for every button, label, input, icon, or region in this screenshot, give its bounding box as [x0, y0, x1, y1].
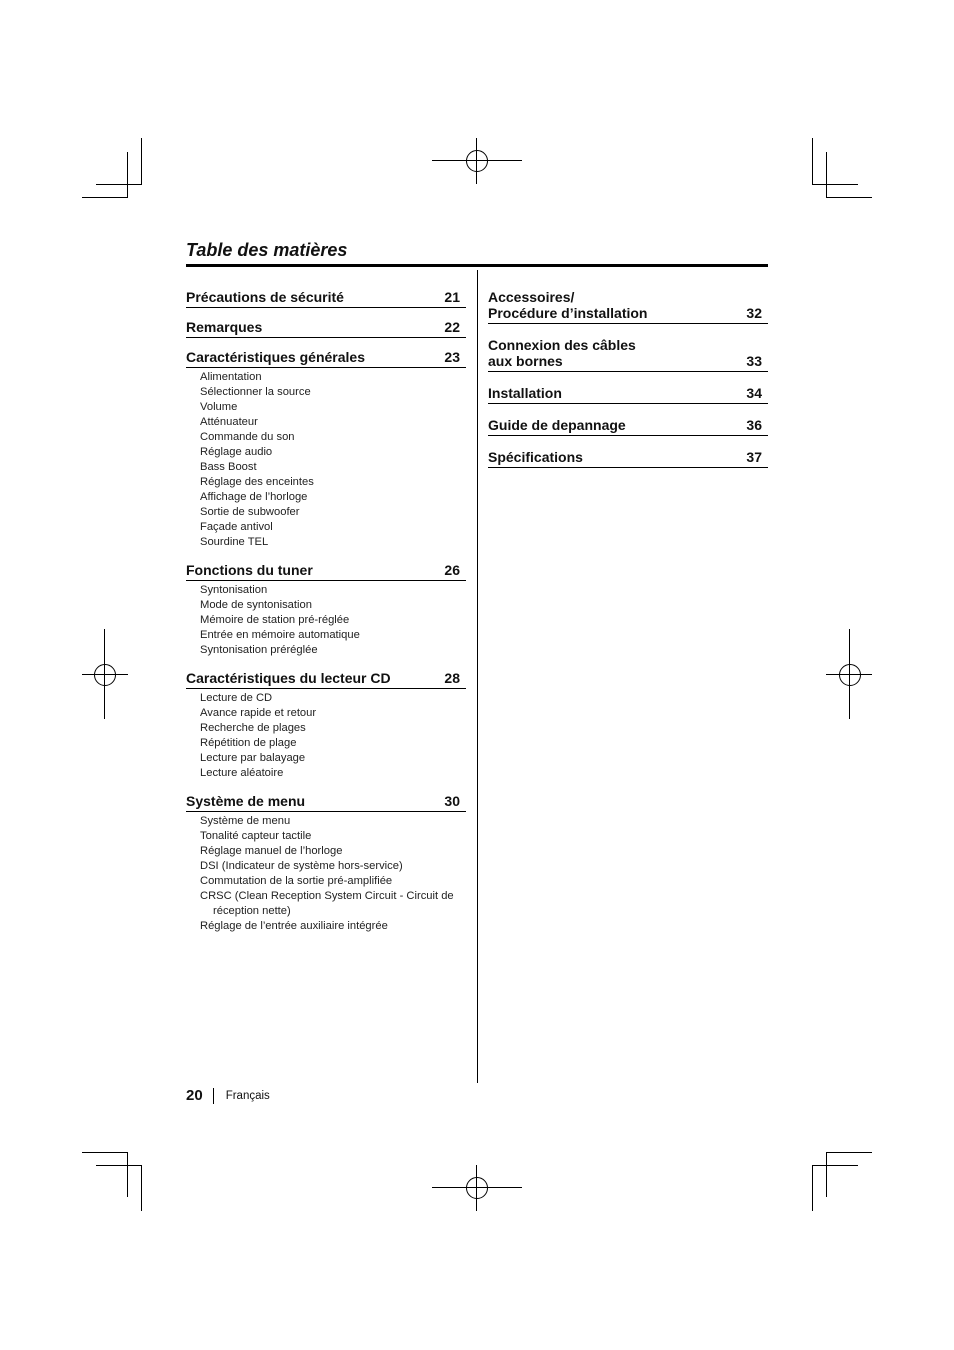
section-page: 21 [444, 289, 460, 305]
subtopic-list [186, 368, 466, 550]
toc-heading[interactable] [186, 347, 466, 368]
section-title: Spécifications [488, 449, 583, 465]
subtopic-item[interactable]: Sourdine TEL [200, 536, 269, 548]
section-title: Caractéristiques générales [186, 349, 365, 365]
toc-section [186, 668, 466, 781]
subtopic-item[interactable]: Tonalité capteur tactile [200, 830, 312, 842]
subtopic-item[interactable]: Syntonisation [200, 584, 268, 596]
language-label: Français [225, 1089, 270, 1102]
subtopic-list [186, 812, 466, 934]
toc-heading[interactable] [488, 415, 768, 436]
section-page: 37 [746, 449, 762, 465]
toc-section [186, 791, 466, 934]
toc-section [186, 317, 466, 338]
toc-right-column [488, 287, 768, 479]
toc-section [186, 287, 466, 308]
toc-section [488, 335, 768, 372]
section-title: Connexion des câbles aux bornes [488, 337, 636, 369]
toc-section [186, 560, 466, 658]
section-page: 33 [746, 353, 762, 369]
toc-section [488, 383, 768, 404]
section-page: 30 [444, 793, 460, 809]
toc-heading[interactable] [186, 560, 466, 581]
toc-section [186, 347, 466, 550]
subtopic-item[interactable]: Atténuateur [200, 416, 258, 428]
subtopic-item[interactable]: DSI (Indicateur de système hors-service) [200, 860, 403, 872]
toc-heading[interactable] [488, 383, 768, 404]
section-title: Guide de depannage [488, 417, 626, 433]
subtopic-item[interactable]: Réglage des enceintes [200, 476, 314, 488]
subtopic-item[interactable]: Entrée en mémoire automatique [200, 629, 360, 641]
toc-heading[interactable] [186, 668, 466, 689]
section-title: Installation [488, 385, 562, 401]
section-title: Précautions de sécurité [186, 289, 344, 305]
subtopic-item[interactable]: Mode de syntonisation [200, 599, 312, 611]
toc-heading[interactable] [186, 317, 466, 338]
subtopic-item[interactable]: Affichage de l’horloge [200, 491, 308, 503]
section-page: 36 [746, 417, 762, 433]
page-title: Table des matières [186, 240, 348, 260]
subtopic-item[interactable]: Alimentation [200, 371, 262, 383]
subtopic-item[interactable]: Mémoire de station pré-réglée [200, 614, 350, 626]
subtopic-item[interactable]: Volume [200, 401, 238, 413]
toc-heading[interactable] [488, 287, 768, 324]
subtopic-item[interactable]: Commutation de la sortie pré-amplifiée [200, 875, 393, 887]
section-title: Caractéristiques du lecteur CD [186, 670, 391, 686]
subtopic-item[interactable]: Recherche de plages [200, 722, 306, 734]
toc-section [488, 415, 768, 436]
subtopic-item[interactable]: Réglage manuel de l’horloge [200, 845, 343, 857]
subtopic-item[interactable]: Système de menu [200, 815, 291, 827]
subtopic-item[interactable]: Réglage audio [200, 446, 273, 458]
toc-heading[interactable] [186, 791, 466, 812]
section-page: 26 [444, 562, 460, 578]
section-page: 22 [444, 319, 460, 335]
title-rule [186, 264, 768, 267]
subtopic-item[interactable]: Sélectionner la source [200, 386, 311, 398]
subtopic-item[interactable]: CRSC (Clean Reception System Circuit - Circuit de réception nette) [200, 890, 454, 917]
subtopic-item[interactable]: Avance rapide et retour [200, 707, 317, 719]
section-title: Fonctions du tuner [186, 562, 313, 578]
page-number: 20 [186, 1087, 203, 1104]
subtopic-item[interactable]: Lecture par balayage [200, 752, 306, 764]
toc-section [488, 287, 768, 324]
section-title: Accessoires/ Procédure d’installation [488, 289, 648, 321]
subtopic-item[interactable]: Façade antivol [200, 521, 273, 533]
subtopic-item[interactable]: Répétition de plage [200, 737, 297, 749]
section-page: 34 [746, 385, 762, 401]
toc-left-column [186, 287, 466, 944]
section-page: 23 [444, 349, 460, 365]
page-footer [186, 1087, 270, 1104]
footer-separator [213, 1088, 214, 1104]
toc-heading[interactable] [186, 287, 466, 308]
subtopic-list [186, 581, 466, 658]
toc-section [488, 447, 768, 468]
subtopic-item[interactable]: Bass Boost [200, 461, 257, 473]
subtopic-item[interactable]: Sortie de subwoofer [200, 506, 300, 518]
section-title: Remarques [186, 319, 263, 335]
section-page: 32 [746, 305, 762, 321]
toc-heading[interactable] [488, 447, 768, 468]
section-title: Système de menu [186, 793, 306, 809]
subtopic-item[interactable]: Lecture aléatoire [200, 767, 284, 779]
subtopic-item[interactable]: Commande du son [200, 431, 295, 443]
toc-heading[interactable] [488, 335, 768, 372]
subtopic-item[interactable]: Réglage de l’entrée auxiliaire intégrée [200, 920, 388, 932]
subtopic-item[interactable]: Syntonisation préréglée [200, 644, 318, 656]
subtopic-item[interactable]: Lecture de CD [200, 692, 273, 704]
section-page: 28 [444, 670, 460, 686]
subtopic-list [186, 689, 466, 781]
column-divider [477, 270, 478, 1083]
